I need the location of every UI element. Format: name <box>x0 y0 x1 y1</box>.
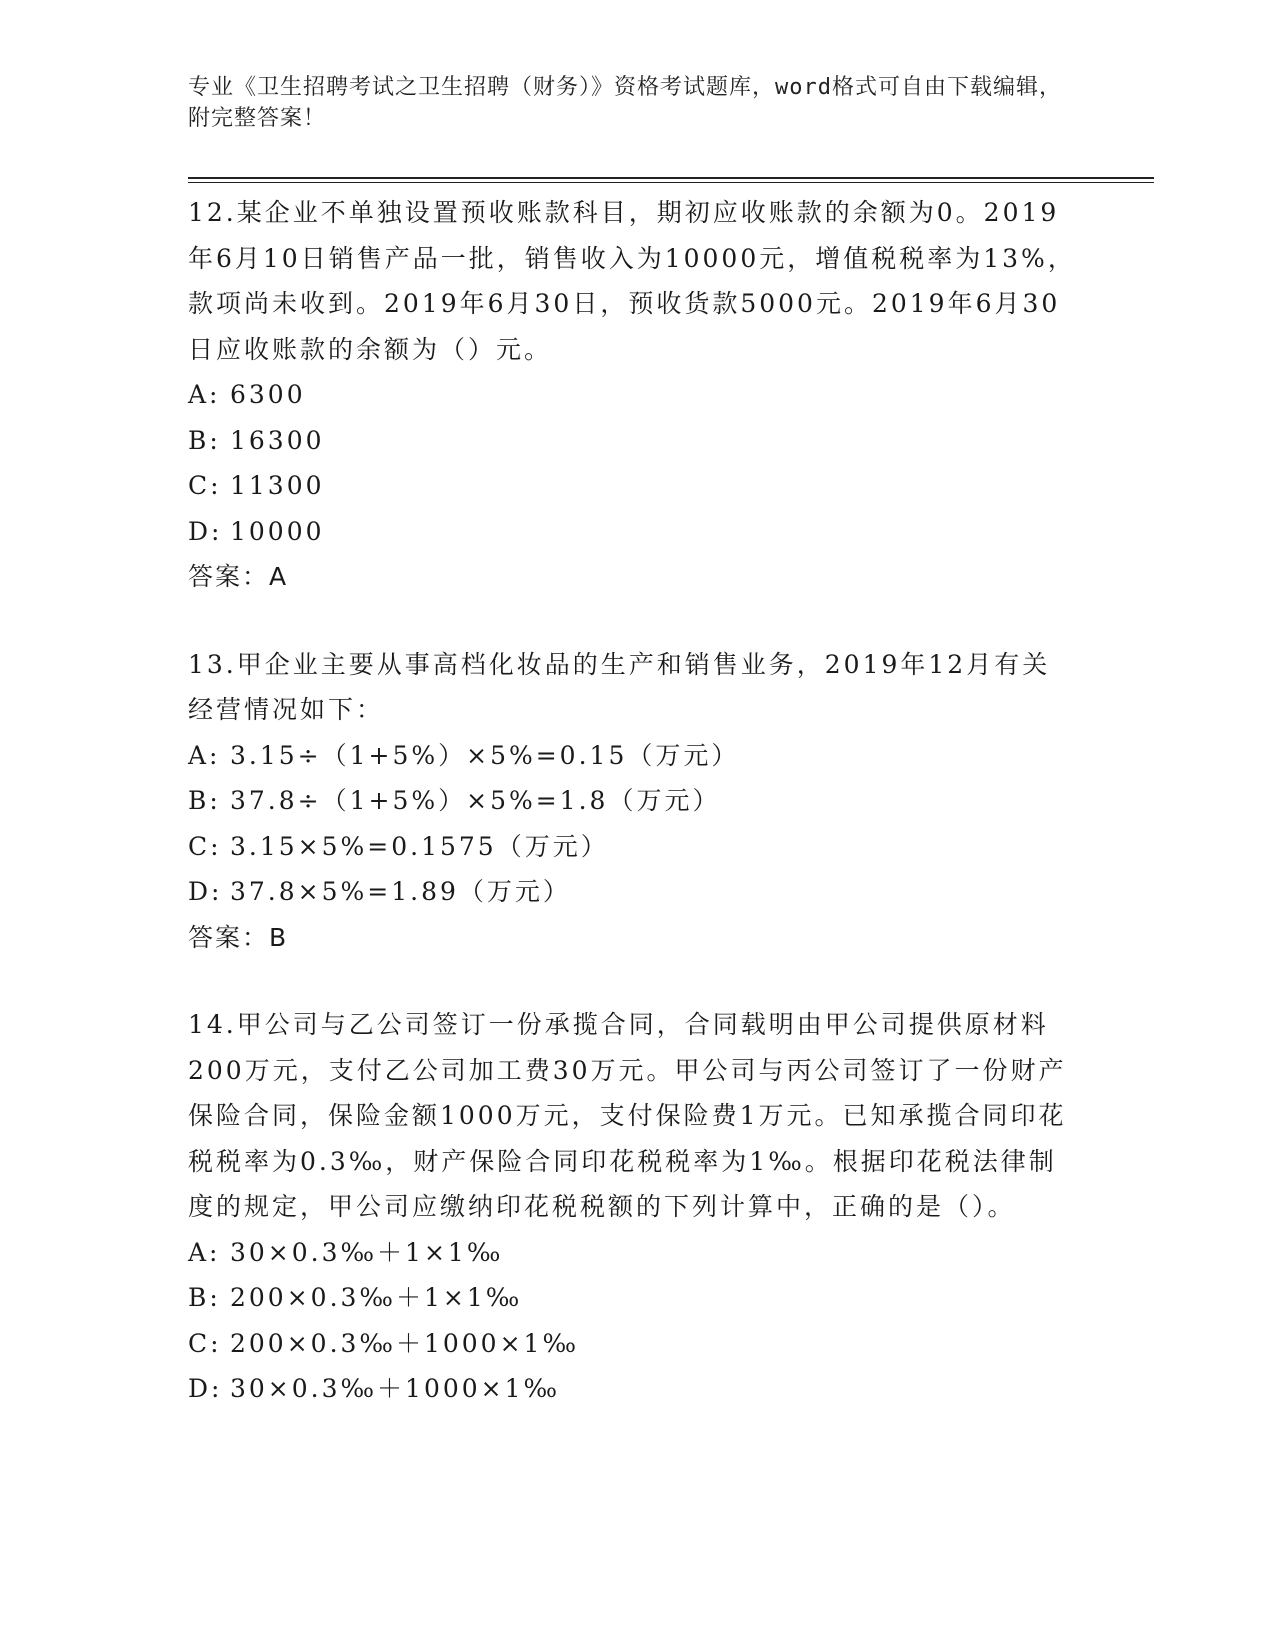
option-text: 3.15×5%=0.1575（万元） <box>230 831 609 861</box>
option-letter: D: <box>188 516 223 546</box>
option-c <box>188 1321 1078 1367</box>
option-a <box>188 733 1078 779</box>
option-letter: C: <box>188 831 222 861</box>
option-letter: C: <box>188 471 222 500</box>
header-divider-thick <box>188 177 1154 179</box>
option-letter: C: <box>188 1328 222 1358</box>
option-text: 6300 <box>230 380 306 409</box>
question-list <box>188 190 1078 1412</box>
option-c <box>188 824 1078 870</box>
option-text: 200×0.3‰＋1000×1‰ <box>230 1328 579 1358</box>
option-letter: A: <box>188 1237 221 1267</box>
option-letter: D: <box>188 1374 223 1403</box>
option-text: 3.15÷（1+5%）×5%=0.15（万元） <box>230 740 740 770</box>
option-text: 37.8×5%=1.89（万元） <box>230 877 571 906</box>
option-d <box>188 1366 1078 1412</box>
option-text: 30×0.3‰＋1×1‰ <box>230 1237 504 1267</box>
question-12 <box>188 190 1078 600</box>
spacer <box>188 960 1078 1002</box>
option-text: 200×0.3‰＋1×1‰ <box>230 1283 523 1312</box>
option-text: 11300 <box>230 471 325 500</box>
document-header: 专业《卫生招聘考试之卫生招聘（财务）》资格考试题库，word格式可自由下载编辑，附完整答案！ <box>188 75 1062 131</box>
option-b <box>188 418 1078 464</box>
header-divider-thin <box>188 182 1154 183</box>
question-stem: 14.甲公司与乙公司签订一份承揽合同，合同载明由甲公司提供原材料200万元，支付乙公司加工费30万元。甲公司与丙公司签订了一份财产保险合同，保险金额1000万元，支付保险费1万元。已知承揽合同印花税税率为0.3‰，财产保险合同印花税税率为1‰。根据印花税法律制度的规定，甲公司应缴纳印花税税额的下列计算中，正确的是（）。 <box>188 1010 1067 1221</box>
answer-line: 答案：B <box>188 922 289 952</box>
option-text: 30×0.3‰＋1000×1‰ <box>230 1374 561 1403</box>
option-a <box>188 1230 1078 1276</box>
option-a <box>188 372 1078 418</box>
question-14 <box>188 1002 1078 1412</box>
option-letter: A: <box>188 380 221 409</box>
option-text: 37.8÷（1+5%）×5%=1.8（万元） <box>230 786 721 815</box>
question-13 <box>188 642 1078 961</box>
option-letter: A: <box>188 740 221 770</box>
option-c <box>188 463 1078 509</box>
spacer <box>188 600 1078 642</box>
answer-line: 答案：A <box>188 562 289 591</box>
option-letter: B: <box>188 425 221 455</box>
question-stem: 12.某企业不单独设置预收账款科目，期初应收账款的余额为0。2019年6月10日销售产品一批，销售收入为10000元，增值税税率为13%，款项尚未收到。2019年6月30日，预收货款5000元。2019年6月30日应收账款的余额为（）元。 <box>188 198 1076 364</box>
option-letter: B: <box>188 1283 221 1312</box>
option-letter: B: <box>188 786 221 815</box>
option-letter: D: <box>188 877 223 906</box>
option-b <box>188 1275 1078 1321</box>
option-text: 16300 <box>230 425 325 455</box>
question-stem: 13.甲企业主要从事高档化妆品的生产和销售业务，2019年12月有关经营情况如下： <box>188 649 1051 724</box>
option-b <box>188 778 1078 824</box>
option-d <box>188 509 1078 555</box>
option-text: 10000 <box>230 516 325 546</box>
option-d <box>188 869 1078 915</box>
